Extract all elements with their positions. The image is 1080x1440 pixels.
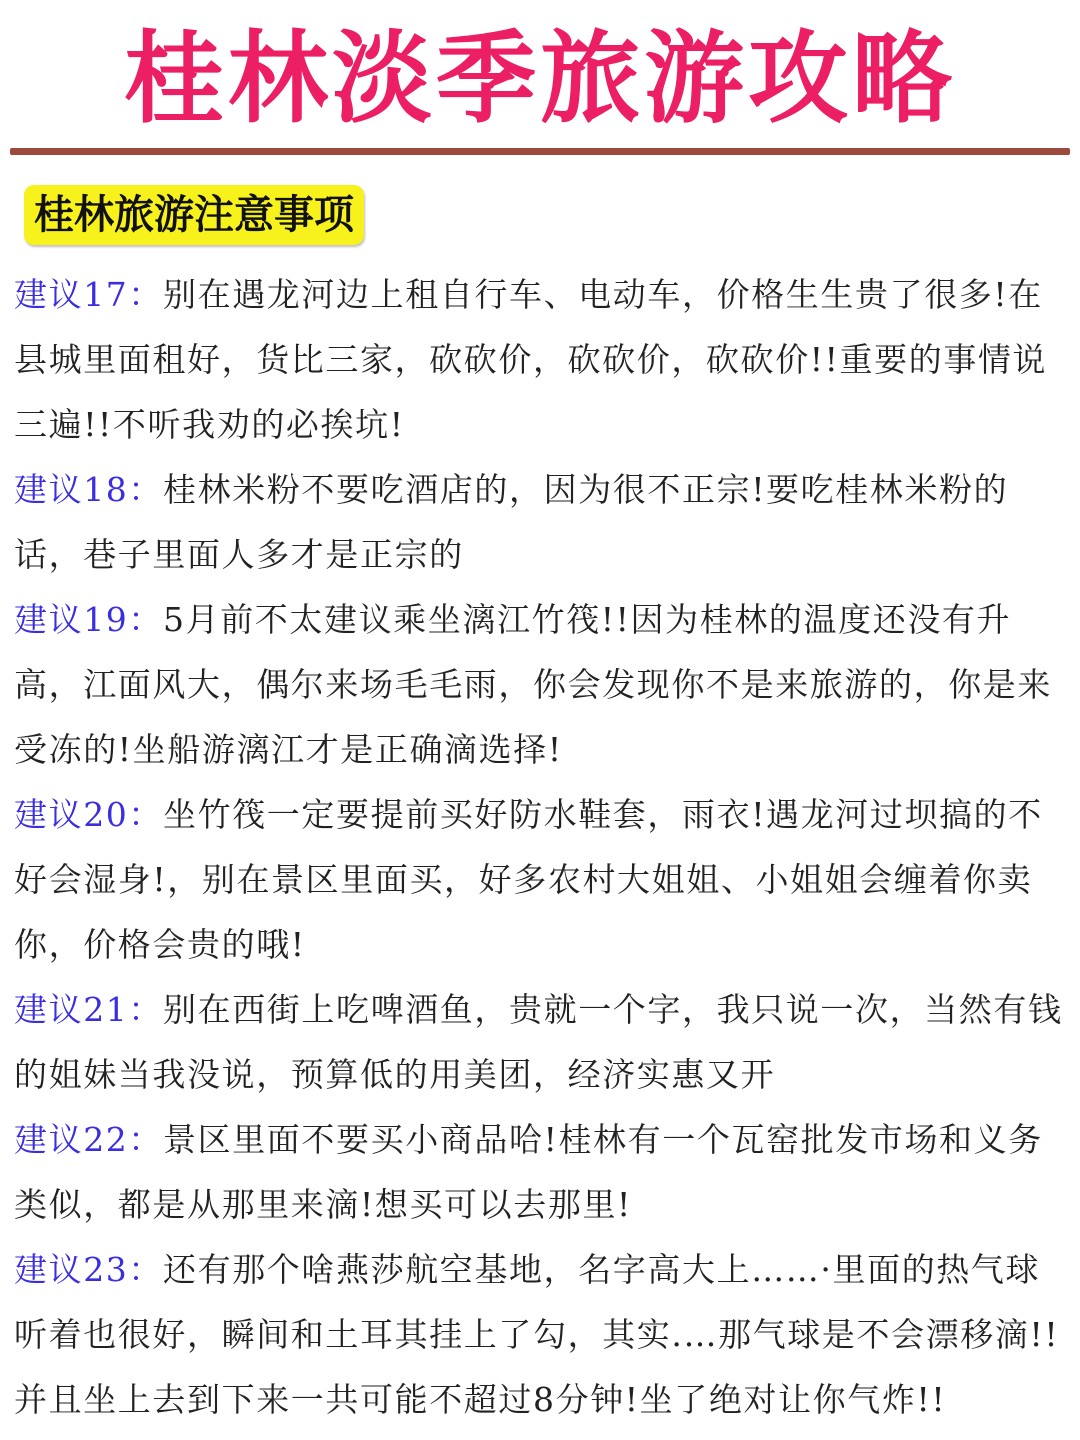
tip-item-18: [14, 457, 1072, 587]
tip-label: 建议20：: [14, 795, 163, 834]
page-title: 桂林淡季旅游攻略: [124, 20, 956, 137]
tip-label: 建议23：: [14, 1250, 163, 1289]
tip-item-22: [14, 1107, 1072, 1237]
tip-label: 建议19：: [14, 600, 163, 639]
title-divider: [10, 148, 1070, 155]
tip-text: 桂林米粉不要吃酒店的，因为很不正宗!要吃桂林米粉的话，巷子里面人多才是正宗的: [14, 470, 1009, 574]
section-heading-badge: 桂林旅游注意事项: [24, 185, 364, 245]
tip-label: 建议18：: [14, 470, 163, 509]
tip-label: 建议22：: [14, 1120, 163, 1159]
tip-item-20: [14, 782, 1072, 977]
tip-text: 别在遇龙河边上租自行车、电动车，价格生生贵了很多!在县城里面租好，货比三家，砍砍价，砍砍价，砍砍价!!重要的事情说三遍!!不听我劝的必挨坑!: [14, 275, 1048, 444]
tip-label: 建议21：: [14, 990, 163, 1029]
tip-text: 景区里面不要买小商品哈!桂林有一个瓦窑批发市场和义务类似，都是从那里来滴!想买可以去那里!: [14, 1120, 1043, 1224]
tip-text: 5月前不太建议乘坐漓江竹筏!!因为桂林的温度还没有升高，江面风大，偶尔来场毛毛雨，你会发现你不是来旅游的，你是来受冻的!坐船游漓江才是正确滴选择!: [14, 600, 1052, 769]
tip-item-21: [14, 977, 1072, 1107]
tip-text: 坐竹筏一定要提前买好防水鞋套，雨衣!遇龙河过坝搞的不好会湿身!，别在景区里面买，好多农村大姐姐、小姐姐会缠着你卖你，价格会贵的哦!: [14, 795, 1043, 964]
tip-text: 还有那个啥燕莎航空基地，名字高大上……·里面的热气球听着也很好，瞬间和土耳其挂上了勾，其实.…那气球是不会漂移滴!!并且坐上去到下来一共可能不超过8分钟!坐了绝对让你气炸!!: [14, 1250, 1060, 1419]
tip-item-19: [14, 587, 1072, 782]
tip-text: 别在西街上吃啤酒鱼，贵就一个字，我只说一次，当然有钱的姐妹当我没说，预算低的用美团，经济实惠又开: [14, 990, 1063, 1094]
tip-item-17: [14, 262, 1072, 457]
tip-label: 建议17：: [14, 275, 163, 314]
tip-item-23: [14, 1237, 1072, 1432]
tips-list: [14, 262, 1072, 1432]
